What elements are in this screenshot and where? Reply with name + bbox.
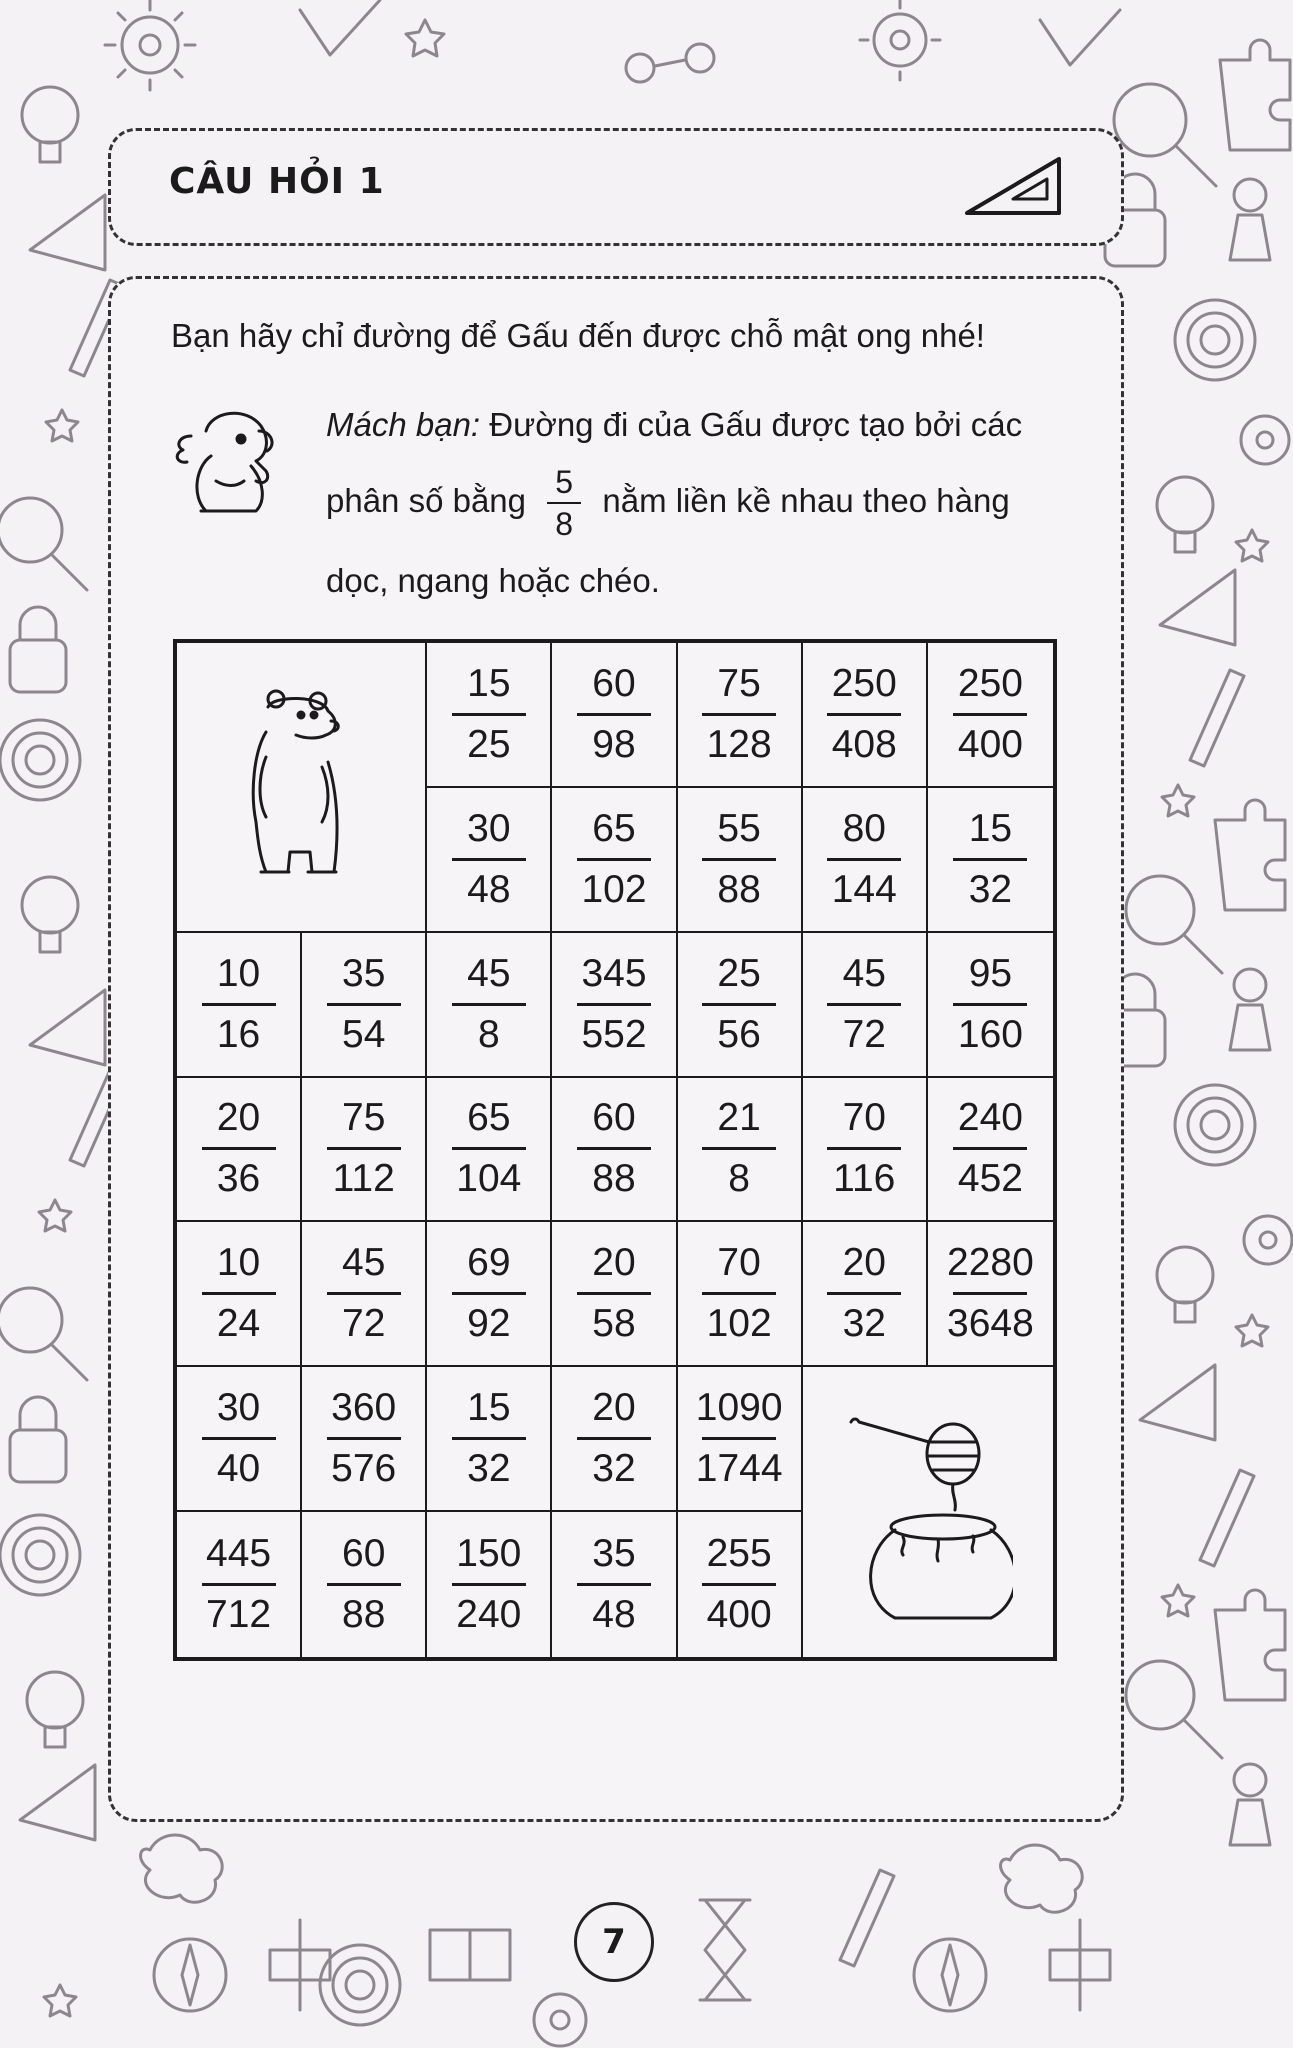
fraction-numerator: 20 bbox=[592, 1241, 636, 1285]
grid-cell[interactable] bbox=[803, 788, 928, 933]
hourglass-icon bbox=[700, 1900, 750, 2000]
fraction-bar bbox=[202, 1147, 276, 1150]
grid-cell[interactable] bbox=[678, 1222, 803, 1367]
gear-icon bbox=[860, 0, 940, 80]
grid-cell[interactable] bbox=[678, 788, 803, 933]
fraction-numerator: 1090 bbox=[695, 1386, 783, 1430]
fraction-denominator: 400 bbox=[957, 722, 1023, 766]
grid-cell[interactable] bbox=[427, 933, 552, 1078]
fraction-bar bbox=[202, 1583, 276, 1586]
fraction-numerator: 2280 bbox=[947, 1241, 1034, 1285]
fraction-bar bbox=[702, 1147, 776, 1150]
grid-cell[interactable] bbox=[803, 933, 928, 1078]
pencil-icon bbox=[840, 1870, 894, 1966]
fraction-bar bbox=[702, 858, 776, 861]
fraction bbox=[452, 1240, 526, 1347]
fraction-numerator: 69 bbox=[467, 1241, 511, 1285]
fraction bbox=[702, 1240, 776, 1347]
fraction bbox=[452, 806, 526, 913]
grid-cell[interactable] bbox=[177, 1078, 302, 1223]
fraction-denominator: 40 bbox=[216, 1447, 261, 1491]
fraction-numerator: 60 bbox=[342, 1532, 386, 1576]
fraction bbox=[953, 806, 1027, 913]
fraction-denominator: 552 bbox=[581, 1012, 647, 1056]
fraction-bar bbox=[827, 1003, 901, 1006]
magnifier-icon bbox=[1126, 1661, 1222, 1758]
hint-text-after: nằm liền kề nhau theo hàng dọc, ngang hoặc chéo. bbox=[326, 482, 1010, 600]
fraction-bar bbox=[202, 1003, 276, 1006]
grid-cell[interactable] bbox=[678, 1078, 803, 1223]
grid-cell[interactable] bbox=[552, 643, 677, 788]
fraction-numerator: 20 bbox=[216, 1096, 261, 1140]
fraction-numerator: 80 bbox=[842, 806, 886, 850]
star-icon bbox=[406, 20, 444, 56]
lock-icon bbox=[10, 1397, 66, 1482]
fraction-numerator: 10 bbox=[216, 951, 261, 995]
compass-icon bbox=[154, 1939, 226, 2011]
grid-cell[interactable] bbox=[302, 933, 427, 1078]
fraction bbox=[702, 661, 776, 768]
lightbulb-icon bbox=[1157, 1247, 1213, 1322]
fraction bbox=[327, 1385, 401, 1492]
grid-cell[interactable] bbox=[427, 1367, 552, 1512]
fraction bbox=[452, 951, 526, 1058]
fraction-denominator: 712 bbox=[206, 1593, 272, 1637]
grid-cell[interactable] bbox=[552, 788, 677, 933]
star-icon bbox=[1236, 1315, 1268, 1346]
star-icon bbox=[46, 410, 78, 441]
fraction bbox=[452, 1095, 526, 1202]
fraction-bar bbox=[547, 502, 581, 504]
book-icon bbox=[430, 1930, 510, 1980]
triangle-ruler-icon bbox=[30, 195, 105, 270]
fraction-bar bbox=[452, 858, 526, 861]
fraction-bar bbox=[577, 1292, 651, 1295]
fraction-numerator: 75 bbox=[717, 661, 761, 705]
grid-cell[interactable] bbox=[803, 1078, 928, 1223]
fraction-numerator: 65 bbox=[467, 1096, 511, 1140]
fraction-bar bbox=[577, 1583, 651, 1586]
fraction-denominator: 1744 bbox=[695, 1447, 783, 1491]
fraction-numerator: 35 bbox=[592, 1532, 636, 1576]
fraction-bar bbox=[452, 1147, 526, 1150]
fraction bbox=[577, 806, 651, 913]
fraction-numerator: 30 bbox=[467, 806, 511, 850]
fraction-denominator: 16 bbox=[216, 1012, 261, 1056]
hint-text-before: Đường đi của Gấu được tạo bởi các phân số bằng bbox=[326, 406, 1023, 519]
fraction bbox=[577, 1240, 651, 1347]
grid-cell[interactable] bbox=[427, 1078, 552, 1223]
fraction-numerator: 150 bbox=[456, 1532, 522, 1576]
fraction-denominator: 36 bbox=[216, 1157, 261, 1201]
fraction-bar bbox=[202, 1292, 276, 1295]
fraction bbox=[452, 1385, 526, 1492]
fraction-denominator: 32 bbox=[467, 1447, 511, 1491]
fraction-bar bbox=[953, 1147, 1027, 1150]
star-icon bbox=[1236, 530, 1268, 561]
fraction-denominator: 144 bbox=[831, 867, 897, 911]
fraction-numerator: 70 bbox=[717, 1241, 761, 1285]
checkmark-icon bbox=[1040, 10, 1120, 65]
fraction-denominator: 72 bbox=[342, 1302, 386, 1346]
checkmark-icon bbox=[300, 0, 380, 55]
fraction-denominator: 92 bbox=[467, 1302, 511, 1346]
hint-label: Mách bạn: bbox=[326, 406, 481, 443]
grid-cell[interactable] bbox=[928, 1222, 1053, 1367]
gear-icon bbox=[1244, 1216, 1292, 1264]
hint-text bbox=[326, 387, 1066, 619]
gear-icon bbox=[534, 1994, 586, 2046]
gear-icon bbox=[1241, 416, 1289, 464]
star-icon bbox=[39, 1200, 71, 1231]
fraction bbox=[702, 806, 776, 913]
fraction-denominator: 88 bbox=[592, 1157, 636, 1201]
fraction-bar bbox=[702, 1437, 776, 1440]
fraction bbox=[827, 1240, 901, 1347]
fraction-denominator: 452 bbox=[957, 1157, 1023, 1201]
fraction bbox=[827, 806, 901, 913]
brain-icon bbox=[1001, 1845, 1083, 1912]
fraction-denominator: 102 bbox=[581, 867, 647, 911]
finish-cell[interactable] bbox=[803, 1367, 1053, 1657]
fraction bbox=[702, 1531, 776, 1638]
fraction-bar bbox=[953, 1003, 1027, 1006]
fraction-bar bbox=[327, 1437, 401, 1440]
fraction bbox=[947, 1240, 1034, 1347]
triangle-ruler-icon bbox=[1140, 1365, 1215, 1440]
fraction bbox=[577, 1385, 651, 1492]
star-icon bbox=[1162, 1585, 1194, 1616]
question-content bbox=[108, 276, 1124, 1822]
fraction bbox=[577, 661, 651, 768]
fraction bbox=[702, 1095, 776, 1202]
chess-pawn-icon bbox=[1230, 1764, 1270, 1845]
honey-pot-icon bbox=[843, 1402, 1013, 1622]
fraction-denominator: 116 bbox=[833, 1157, 896, 1201]
grid-cell[interactable] bbox=[678, 1367, 803, 1512]
grid-cell[interactable] bbox=[177, 933, 302, 1078]
fraction-numerator: 15 bbox=[467, 661, 511, 705]
fraction-numerator: 360 bbox=[331, 1386, 397, 1430]
pencil-icon bbox=[1190, 670, 1244, 766]
magnifier-icon bbox=[1126, 876, 1222, 973]
fraction-numerator: 45 bbox=[467, 951, 511, 995]
grid-cell[interactable] bbox=[552, 1367, 677, 1512]
fraction bbox=[577, 951, 651, 1058]
fraction-numerator: 5 bbox=[555, 464, 574, 501]
bird-icon bbox=[171, 401, 291, 521]
fraction bbox=[202, 1095, 276, 1202]
fraction-denominator: 48 bbox=[467, 867, 511, 911]
fraction-denominator: 98 bbox=[592, 722, 636, 766]
fraction-numerator: 255 bbox=[706, 1532, 772, 1576]
fraction bbox=[327, 1531, 401, 1638]
instruction-text: Bạn hãy chỉ đường để Gấu đến được chỗ mật ong nhé! bbox=[171, 317, 985, 354]
grid-cell[interactable] bbox=[302, 1367, 427, 1512]
fraction-bar bbox=[327, 1147, 401, 1150]
fraction bbox=[827, 661, 901, 768]
fraction-denominator: 8 bbox=[477, 1012, 500, 1056]
page-number: 7 bbox=[574, 1902, 654, 1982]
fraction-bar bbox=[577, 858, 651, 861]
magnifier-icon bbox=[0, 498, 87, 590]
fraction-numerator: 15 bbox=[467, 1386, 511, 1430]
fraction bbox=[577, 1095, 651, 1202]
fraction-bar bbox=[577, 1003, 651, 1006]
fraction-bar bbox=[827, 1147, 901, 1150]
fraction-numerator: 250 bbox=[957, 661, 1023, 705]
magnifier-icon bbox=[0, 1288, 87, 1380]
fraction-numerator: 20 bbox=[842, 1241, 886, 1285]
fraction-bar bbox=[702, 1583, 776, 1586]
fraction-denominator: 3648 bbox=[947, 1302, 1034, 1346]
fraction-numerator: 65 bbox=[592, 806, 636, 850]
fraction bbox=[702, 951, 776, 1058]
fraction bbox=[327, 951, 401, 1058]
grid-cell[interactable] bbox=[803, 643, 928, 788]
puzzle-icon bbox=[1215, 800, 1285, 910]
fraction bbox=[202, 1240, 276, 1347]
fraction-denominator: 8 bbox=[728, 1157, 750, 1201]
fraction-denominator: 48 bbox=[592, 1593, 636, 1637]
fraction-denominator: 408 bbox=[831, 722, 897, 766]
fraction bbox=[202, 951, 276, 1058]
fraction-denominator: 56 bbox=[717, 1012, 761, 1056]
grid-cell[interactable] bbox=[427, 1222, 552, 1367]
fraction-bar bbox=[702, 1003, 776, 1006]
fraction bbox=[953, 661, 1027, 768]
fraction-bar bbox=[452, 713, 526, 716]
fraction-numerator: 35 bbox=[342, 951, 386, 995]
triangle-ruler-icon bbox=[30, 990, 105, 1065]
fraction-numerator: 45 bbox=[342, 1241, 386, 1285]
fraction-numerator: 95 bbox=[968, 951, 1013, 995]
fraction-bar bbox=[953, 713, 1027, 716]
fraction bbox=[953, 951, 1027, 1058]
grid-cell[interactable] bbox=[678, 1512, 803, 1657]
hint-fraction bbox=[547, 463, 581, 543]
grid-cell[interactable] bbox=[552, 1078, 677, 1223]
fraction-denominator: 576 bbox=[331, 1447, 397, 1491]
fraction-numerator: 445 bbox=[206, 1532, 272, 1576]
fraction-numerator: 60 bbox=[592, 661, 636, 705]
fraction-bar bbox=[953, 1292, 1027, 1295]
fraction bbox=[452, 1531, 526, 1638]
fraction bbox=[202, 1385, 276, 1492]
fraction bbox=[202, 1531, 276, 1638]
fraction-denominator: 128 bbox=[706, 722, 772, 766]
fraction-denominator: 88 bbox=[717, 867, 761, 911]
maze-icon bbox=[0, 1515, 80, 1595]
fraction bbox=[953, 1095, 1027, 1202]
fraction-bar bbox=[577, 713, 651, 716]
lightbulb-icon bbox=[1157, 477, 1213, 552]
gear-icon bbox=[105, 0, 195, 90]
triangle-ruler-icon bbox=[963, 153, 1063, 217]
grid-cell[interactable] bbox=[678, 643, 803, 788]
maze-icon bbox=[0, 720, 80, 800]
fraction bbox=[696, 1385, 783, 1492]
fraction-denominator: 240 bbox=[456, 1593, 522, 1637]
fraction-bar bbox=[702, 1292, 776, 1295]
fraction bbox=[327, 1240, 401, 1347]
fraction-denominator: 58 bbox=[592, 1302, 636, 1346]
fraction-bar bbox=[953, 858, 1027, 861]
grid-cell[interactable] bbox=[427, 643, 552, 788]
fraction-numerator: 55 bbox=[717, 806, 761, 850]
grid-cell[interactable] bbox=[302, 1222, 427, 1367]
star-icon bbox=[44, 1985, 76, 2016]
fraction-maze-grid bbox=[173, 639, 1057, 1661]
grid-cell[interactable] bbox=[928, 788, 1053, 933]
fraction-denominator: 72 bbox=[842, 1012, 886, 1056]
fraction-bar bbox=[452, 1003, 526, 1006]
fraction-bar bbox=[827, 1292, 901, 1295]
fraction-numerator: 75 bbox=[342, 1096, 386, 1140]
grid-cell[interactable] bbox=[928, 643, 1053, 788]
lightbulb-icon bbox=[27, 1672, 83, 1747]
fraction-numerator: 21 bbox=[717, 1096, 761, 1140]
magnifier-icon bbox=[1114, 84, 1216, 186]
triangle-ruler-icon bbox=[1160, 570, 1235, 645]
maze-icon bbox=[1175, 300, 1255, 380]
fraction-numerator: 10 bbox=[216, 1241, 261, 1285]
lightbulb-icon bbox=[22, 877, 78, 952]
grid-cell[interactable] bbox=[928, 1078, 1053, 1223]
compass-icon bbox=[914, 1939, 986, 2011]
fraction-bar bbox=[202, 1437, 276, 1440]
pencil-icon bbox=[1200, 1470, 1254, 1566]
maze-icon bbox=[1175, 1085, 1255, 1165]
chess-pawn-icon bbox=[1230, 179, 1270, 260]
fraction bbox=[327, 1095, 401, 1202]
fraction-denominator: 32 bbox=[592, 1447, 636, 1491]
fraction-numerator: 45 bbox=[842, 951, 886, 995]
grid-cell[interactable] bbox=[427, 788, 552, 933]
fraction-bar bbox=[827, 858, 901, 861]
chess-pawn-icon bbox=[1230, 969, 1270, 1050]
grid-cell[interactable] bbox=[177, 1367, 302, 1512]
fraction-numerator: 240 bbox=[957, 1096, 1023, 1140]
puzzle-icon bbox=[1220, 40, 1290, 150]
fraction-bar bbox=[327, 1292, 401, 1295]
question-header bbox=[108, 128, 1124, 246]
grid-cell[interactable] bbox=[552, 1512, 677, 1657]
fraction-numerator: 70 bbox=[842, 1096, 886, 1140]
grid-cell[interactable] bbox=[552, 933, 677, 1078]
fraction-bar bbox=[452, 1583, 526, 1586]
bear-icon bbox=[246, 687, 356, 887]
question-title: CÂU HỎI 1 bbox=[169, 161, 385, 202]
fraction-denominator: 400 bbox=[706, 1593, 772, 1637]
start-cell[interactable] bbox=[177, 643, 427, 933]
fraction-numerator: 20 bbox=[592, 1386, 636, 1430]
lightbulb-icon bbox=[22, 87, 78, 162]
maze-icon bbox=[320, 1945, 400, 2025]
grid-cell[interactable] bbox=[928, 933, 1053, 1078]
fraction-denominator: 88 bbox=[342, 1593, 386, 1637]
puzzle-icon bbox=[1215, 1590, 1285, 1700]
fraction-denominator: 32 bbox=[968, 867, 1013, 911]
fraction-denominator: 24 bbox=[216, 1302, 261, 1346]
fraction-denominator: 32 bbox=[842, 1302, 886, 1346]
fraction-bar bbox=[702, 713, 776, 716]
fraction bbox=[452, 661, 526, 768]
fraction-numerator: 25 bbox=[717, 951, 761, 995]
triangle-ruler-icon bbox=[20, 1765, 95, 1840]
fraction-numerator: 250 bbox=[831, 661, 897, 705]
fraction-bar bbox=[327, 1583, 401, 1586]
fraction-bar bbox=[327, 1003, 401, 1006]
fraction-denominator: 8 bbox=[555, 506, 574, 543]
fraction-denominator: 102 bbox=[706, 1302, 772, 1346]
grid-cell[interactable] bbox=[177, 1222, 302, 1367]
fraction-bar bbox=[827, 713, 901, 716]
fraction-bar bbox=[452, 1292, 526, 1295]
star-icon bbox=[1162, 785, 1194, 816]
grid-cell[interactable] bbox=[427, 1512, 552, 1657]
fraction-denominator: 160 bbox=[957, 1012, 1023, 1056]
fraction bbox=[827, 1095, 901, 1202]
grid-cell[interactable] bbox=[302, 1512, 427, 1657]
fraction-denominator: 104 bbox=[456, 1157, 522, 1201]
brain-icon bbox=[141, 1835, 223, 1902]
lock-icon bbox=[10, 607, 66, 692]
fraction-denominator: 54 bbox=[342, 1012, 386, 1056]
fraction-numerator: 15 bbox=[968, 806, 1013, 850]
fraction-bar bbox=[577, 1437, 651, 1440]
fraction-numerator: 30 bbox=[216, 1386, 261, 1430]
grid-cell[interactable] bbox=[678, 933, 803, 1078]
grid-cell[interactable] bbox=[552, 1222, 677, 1367]
fraction-denominator: 112 bbox=[332, 1157, 395, 1201]
grid-cell[interactable] bbox=[803, 1222, 928, 1367]
fraction bbox=[577, 1531, 651, 1638]
fraction-numerator: 345 bbox=[581, 951, 647, 995]
fraction-bar bbox=[452, 1437, 526, 1440]
grid-cell[interactable] bbox=[177, 1512, 302, 1657]
fraction-numerator: 60 bbox=[592, 1096, 636, 1140]
fraction-denominator: 25 bbox=[467, 722, 511, 766]
grid-cell[interactable] bbox=[302, 1078, 427, 1223]
fraction-bar bbox=[577, 1147, 651, 1150]
fraction bbox=[827, 951, 901, 1058]
